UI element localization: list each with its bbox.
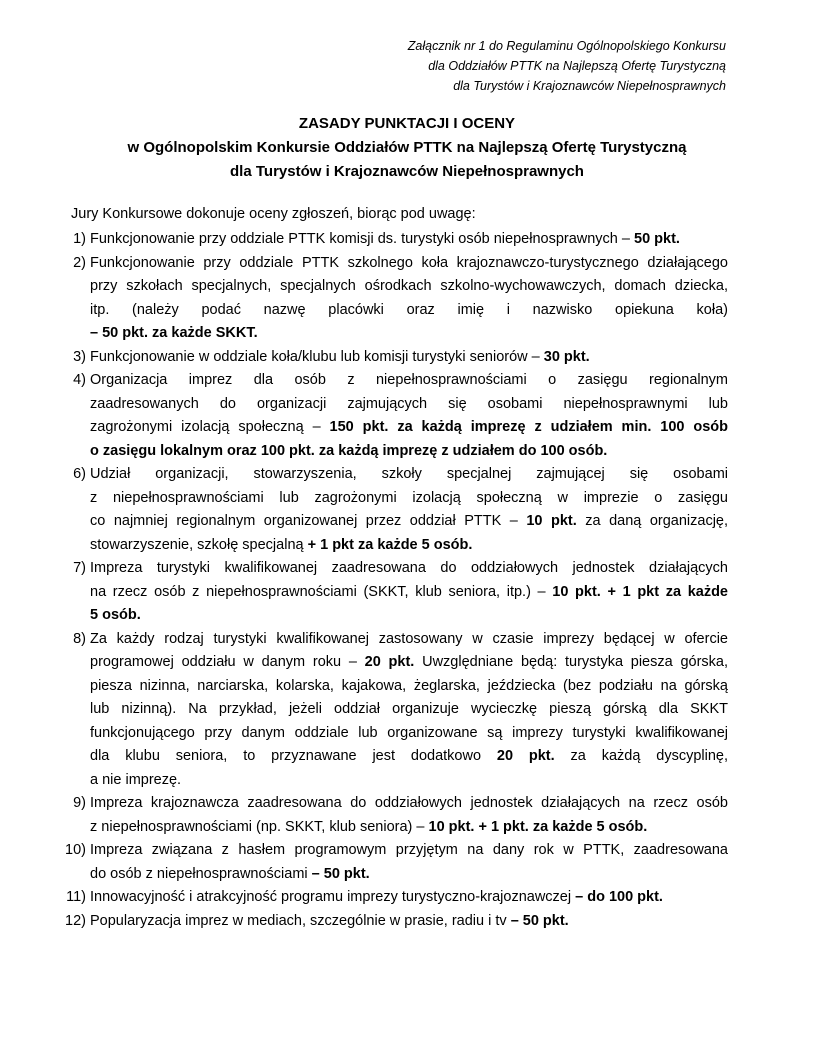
criterion-text <box>90 910 728 934</box>
criterion-line <box>90 299 728 323</box>
criterion-item <box>56 228 728 252</box>
criterion-text <box>90 839 728 886</box>
criterion-segment: programowej oddziału w danym roku – <box>90 654 365 670</box>
criterion-segment: Impreza krajoznawcza zaadresowana do oddziałowych jednostek działających na rzecz osób <box>90 795 728 811</box>
criterion-segment: przy szkołach specjalnych, specjalnych ośrodkach szkolno-wychowawczych, domach dziecka, <box>90 278 728 294</box>
criterion-line <box>90 792 728 816</box>
annex-note <box>408 36 726 96</box>
criterion-segment: do osób z niepełnosprawnościami <box>90 865 312 882</box>
criterion-segment: Funkcjonowanie przy oddziale PTTK komisji ds. turystyki osób niepełnosprawnych – <box>90 231 634 247</box>
criterion-text <box>90 886 728 910</box>
criterion-number: 6) <box>73 466 86 482</box>
criterion-line <box>90 745 728 769</box>
criterion-number: 2) <box>73 254 86 271</box>
criterion-item <box>56 792 728 839</box>
criterion-segment: Funkcjonowanie przy oddziale PTTK szkolnego koła krajoznawczo-turystycznego działającego <box>90 254 728 271</box>
criterion-segment: itp. (należy podać nazwę placówki oraz imię i nazwisko opiekuna koła) <box>90 301 728 318</box>
criterion-segment: na rzecz osób z niepełnosprawnościami (SKKT, klub seniora, itp.) – <box>90 583 553 600</box>
criterion-line <box>90 839 728 863</box>
criterion-line <box>90 322 728 346</box>
criterion-line <box>90 369 728 393</box>
criterion-segment: piesza nizinna, narciarska, kolarska, kajakowa, żeglarska, jeździecka (bez podziału na górską <box>90 677 728 694</box>
criterion-segment: stowarzyszenie, szkołę specjalną <box>90 536 308 553</box>
criterion-line <box>90 228 728 252</box>
criterion-line <box>90 604 728 628</box>
criterion-line <box>90 863 728 887</box>
criterion-line <box>90 722 728 746</box>
criterion-segment: Impreza związana z hasłem programowym przyjętym na dany rok w PTTK, zaadresowana <box>90 842 728 858</box>
criterion-number: 4) <box>73 372 86 388</box>
criterion-line <box>90 346 728 370</box>
criterion-text <box>90 252 728 346</box>
annex-line: Załącznik nr 1 do Regulaminu Ogólnopolskiego Konkursu <box>407 39 726 53</box>
criterion-line <box>90 675 728 699</box>
criterion-segment: z niepełnosprawnościami (np. SKKT, klub seniora) – <box>90 818 429 835</box>
criterion-number: 8) <box>73 630 86 647</box>
criterion-text <box>90 463 728 557</box>
criterion-line <box>90 698 728 722</box>
criterion-points: 150 pkt. za każdą imprezę z udziałem min. 100 osób <box>329 419 729 435</box>
criterion-points: – 50 pkt. <box>510 912 569 929</box>
criterion-text <box>90 557 728 628</box>
criterion-item <box>56 839 728 886</box>
criterion-segment: dla klubu seniora, to przyznawane jest dodatkowo <box>90 748 497 764</box>
criterion-item <box>56 910 728 934</box>
title-line: dla Turystów i Krajoznawców Niepełnosprawnych <box>230 163 584 180</box>
annex-line: dla Oddziałów PTTK na Najlepszą Ofertę Turystyczną <box>428 59 726 73</box>
criterion-number: 11) <box>66 889 86 905</box>
intro-text: Jury Konkursowe dokonuje oceny zgłoszeń, biorąc pod uwagę: <box>71 206 476 222</box>
criterion-segment: z niepełnosprawnościami lub zagrożonymi izolacją społeczną w imprezie o zasięgu <box>90 489 728 506</box>
criterion-line <box>90 463 728 487</box>
criterion-number: 12) <box>65 912 86 929</box>
criterion-segment: Uwzględniane będą: turystyka piesza górska, <box>414 654 729 670</box>
criterion-segment: funkcjonującego przy danym oddziale lub organizowane są imprezy turystyki kwalifikowanej <box>90 724 728 741</box>
criterion-line <box>90 416 728 440</box>
criterion-points: 10 pkt. + 1 pkt za każde <box>552 583 728 600</box>
criterion-segment: Udział organizacji, stowarzyszenia, szkoły specjalnej zajmującej się osobami <box>90 466 728 482</box>
criterion-points: 20 pkt. <box>496 748 555 764</box>
criterion-item <box>56 252 728 346</box>
criterion-text <box>90 792 728 839</box>
criterion-points: o zasięgu lokalnym oraz 100 pkt. za każdą imprezę z udziałem do 100 osób. <box>90 442 608 459</box>
criterion-line <box>90 816 728 840</box>
criterion-points: 5 osób. <box>90 607 141 623</box>
criterion-text <box>90 346 728 370</box>
criterion-segment: Funkcjonowanie w oddziale koła/klubu lub komisji turystyki seniorów – <box>90 348 544 365</box>
criterion-number: 1) <box>73 231 86 247</box>
document-title <box>0 112 814 184</box>
title-line: ZASADY PUNKTACJI I OCENY <box>298 115 516 132</box>
criterion-points: 10 pkt. <box>526 513 577 529</box>
criterion-points: 10 pkt. + 1 pkt. za każde 5 osób. <box>428 818 648 835</box>
criterion-segment: za daną organizację, <box>576 513 729 529</box>
criterion-segment: Organizacja imprez dla osób z niepełnosprawnościami o zasięgu regionalnym <box>90 372 728 388</box>
criterion-line <box>90 628 728 652</box>
criterion-segment: co najmniej regionalnym organizowanej przez oddział PTTK – <box>90 513 527 529</box>
criterion-line <box>90 769 728 793</box>
criterion-line <box>90 557 728 581</box>
criterion-segment: Popularyzacja imprez w mediach, szczególnie w prasie, radiu i tv <box>90 912 511 929</box>
criterion-line <box>90 393 728 417</box>
criterion-item <box>56 463 728 557</box>
criterion-line <box>90 910 728 934</box>
criterion-line <box>90 581 728 605</box>
criterion-number: 9) <box>73 795 86 811</box>
criterion-line <box>90 440 728 464</box>
criterion-points: + 1 pkt za każde 5 osób. <box>307 536 473 553</box>
criterion-segment: zagrożonymi izolacją społeczną – <box>90 419 330 435</box>
criterion-text <box>90 369 728 463</box>
criterion-segment: Impreza turystyki kwalifikowanej zaadresowana do oddziałowych jednostek działających <box>90 560 728 576</box>
criterion-points: 30 pkt. <box>543 348 590 365</box>
criterion-segment: Za każdy rodzaj turystyki kwalifikowanej zastosowany w czasie imprezy będącej w ofercie <box>90 630 728 647</box>
criterion-line <box>90 534 728 558</box>
criterion-segment: zaadresowanych do organizacji zajmujących się osobami niepełnosprawnymi lub <box>90 395 728 412</box>
criterion-text <box>90 628 728 793</box>
criterion-number: 10) <box>65 842 86 858</box>
criteria-list <box>56 228 728 933</box>
criterion-item <box>56 628 728 793</box>
criterion-line <box>90 651 728 675</box>
criterion-item <box>56 369 728 463</box>
criterion-segment: a nie imprezę. <box>90 771 182 788</box>
criterion-number: 7) <box>73 560 86 576</box>
criterion-item <box>56 346 728 370</box>
criterion-segment: Innowacyjność i atrakcyjność programu imprezy turystyczno-krajoznawczej <box>90 889 576 905</box>
criterion-points: 20 pkt. <box>364 654 415 670</box>
criterion-line <box>90 275 728 299</box>
title-line: w Ogólnopolskim Konkursie Oddziałów PTTK na Najlepszą Ofertę Turystyczną <box>127 139 687 156</box>
criterion-points: – do 100 pkt. <box>575 889 663 905</box>
criterion-line <box>90 487 728 511</box>
criterion-item <box>56 557 728 628</box>
criterion-text <box>90 228 728 252</box>
criterion-points: – 50 pkt. za każde SKKT. <box>90 325 258 341</box>
criterion-segment: za każdą dyscyplinę, <box>554 748 729 764</box>
criterion-points: 50 pkt. <box>634 231 680 247</box>
annex-line: dla Turystów i Krajoznawców Niepełnosprawnych <box>453 79 726 93</box>
criterion-line <box>90 886 728 910</box>
criterion-item <box>56 886 728 910</box>
criterion-points: – 50 pkt. <box>311 865 370 882</box>
criterion-number: 3) <box>73 348 86 365</box>
criterion-segment: lub nizinną). Na przykład, jeżeli oddział organizuje wycieczkę pieszą górską dla SKKT <box>90 701 728 717</box>
criterion-line <box>90 510 728 534</box>
criterion-line <box>90 252 728 276</box>
